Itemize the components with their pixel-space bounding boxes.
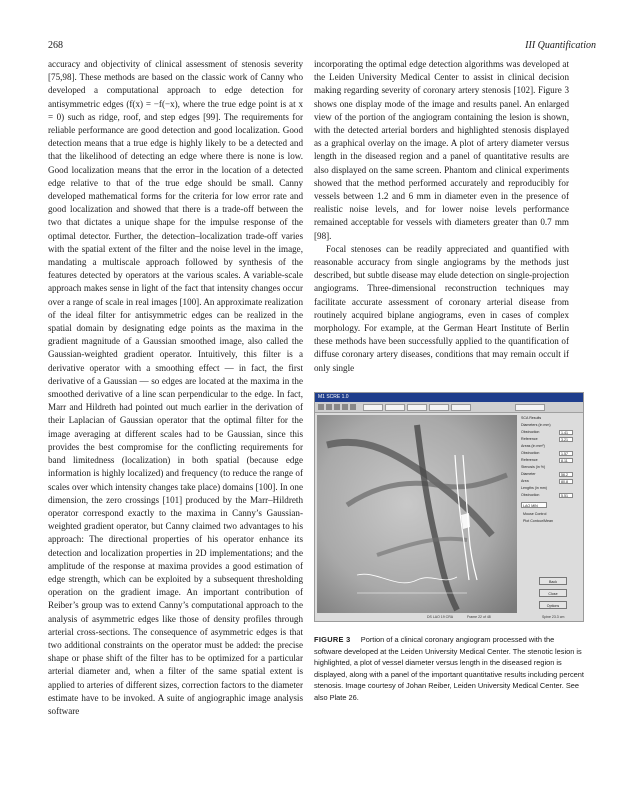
panel-option: Plot Contour/Mean (523, 519, 553, 523)
page-header (48, 40, 596, 54)
left-column (48, 58, 303, 748)
results-panel (519, 415, 581, 613)
result-row: Areas (in mm²) (521, 444, 545, 448)
rewind-icon (318, 404, 324, 410)
angiogram-image (317, 415, 517, 613)
status-frame: Frame 22 of 48 (467, 615, 491, 619)
status-view: DS LAO 19 CRA (427, 615, 454, 619)
result-row: Reference 3.21 (519, 436, 581, 443)
results-heading: SCA Results (521, 416, 542, 420)
step-back-icon (326, 404, 332, 410)
panel-option: Mouse Control (523, 512, 547, 516)
figure-3-screenshot (314, 392, 584, 622)
toolbar-field (429, 404, 449, 411)
close-button: Close (539, 589, 567, 597)
result-row: Obstruction 5.51 (519, 492, 581, 499)
result-row: Lengths (in mm) (521, 486, 547, 490)
result-row: Stenosis (in %) (521, 465, 546, 469)
options-button: Options (539, 601, 567, 609)
result-row: Diameters (in mm) (521, 423, 551, 427)
result-row: Area 80.8 (519, 478, 581, 485)
right-column (314, 58, 569, 388)
toolbar-field (451, 404, 471, 411)
body-paragraph: Focal stenoses can be readily appreciated and quantified with reasonable accuracy from single angiograms by the methods just described, but subtle disease may elude detection on single-projection angiograms. Three-dimensional reconstruction techniques may facilitate accurate assessment of coronary arterial disease from routinely acquired biplane angiograms, even in cases of complex morphology. For example, at the German Heart Institute of Berlin these methods have been successfully applied to the quantification of diffuse coronary artery diseases, conditions that may remain occult if only single (314, 243, 569, 373)
figure-caption (314, 634, 584, 704)
page-number: 268 (48, 40, 63, 51)
toolbar-field (363, 404, 383, 411)
view-select: LAO MIN (521, 502, 547, 508)
toolbar-field (407, 404, 427, 411)
figure-toolbar (315, 402, 583, 413)
body-paragraph: accuracy and objectivity of clinical assessment of stenosis severity [75,98]. These methods are based on the classic work of Canny who developed a computational approach to edge detection for antisymmetric edges (f(x) = −f(−x), where the true edge point is at x = 0) such as ridge, roof, and step edges [99]. The requirements for reliable performance are good detection and good localization. Good detection means that a true edge is highly likely to be a detected and that the likelihood of detecting an edge where there is none is low. Good localization means that the error in the location of a detected edge relative to that of the true edge should be small. Canny developed mathematical forms for the criteria for low error rate and good localization and showed that there is a trade-off between the two that dictates a unique shape for the impulse response of the optimal detector. Further, the detection–localization trade-off varies with the spatial extent of the filter and the noise level in the image, mandating a multiscale approach followed by synthesis of the features detected by operators at the various scales. A variable-scale approach makes sense in light of the fact that intensity changes occur over a range of scale in real images [100]. An approximate realization of the ideal filter for antisymmetric edges can be realized in the spatial domain by designating edge points as the maxima in the gradient magnitude of a Gaussian smoothed image, also called the Gaussian-weighted gradient operator. Intuitively, this filter is a derivative operator with a smoothing effect — in fact, the first derivative of a Gaussian — so edges are located at the maxima in the smoothed derivative of a line scan perpendicular to the edge. In fact, Marr and Hildreth had pointed out much earlier in the derivation of their Laplacian of Gaussian operator that the optimal filter for the image averaging at different scales had to be Gaussian, since this provides the best compromise for the conflicting requirements for band limitedness (localization) in both spatial (because edge information is highly localized) and frequency (to reduce the range of scales over which intensity changes take place) domains [100]. In one dimension, the zero crossings [101] produced by the Marr–Hildreth operator correspond exactly to the maxima in Canny’s Gaussian-weighted gradient operator, but Canny claimed two advantages to his approach: The directional properties of his operator enhance its detection and localization properties in 2D implementations; and the amplitude of the response at maxima provides a good estimation of edge strength, which can be exploited by a subsequent thresholding operation on the gradient image. An important contribution of Reiber’s group was to extend Canny’s computational approach to the analysis of asymmetric edges like those of density profiles through arterial cross-sections. The consequence of asymmetric edges is that two additional constraints on the operator must be added: the precise shape or phase shift of the filter has to be optimized for a particular arterial diameter and, when a filter of the same spatial extent is applied to arteries of different sizes, correction factors to the diameter estimate have to be invoked. A suite of angiographic image analysis software (48, 59, 303, 716)
result-row: Obstruction 1.57 (519, 450, 581, 457)
running-title: III Quantification (525, 40, 596, 51)
result-row: Reference 8.11 (519, 457, 581, 464)
stop-icon (334, 404, 340, 410)
toolbar-select (515, 404, 545, 411)
toolbar-field (385, 404, 405, 411)
figure-window-title: M1 SCRE 1.0 (315, 393, 583, 402)
figure-label: FIGURE 3 (314, 635, 351, 644)
status-spine: Spine 23.3 cm (542, 615, 565, 619)
body-paragraph: incorporating the optimal edge detection algorithms was developed at the Leiden University Medical Center to assist in clinical decision making regarding severity of coronary artery stenosis [102]. Figure 3 shows one display mode of the image and results panel. An enlarged view of the portion of the angiogram containing the lesion is shown, with the detected arterial borders and highlighted stenosis displayed as a graphical overlay on the image. A plot of artery diameter versus length in the diseased region and a panel of quantitative results are also displayed on the same screen. Phantom and clinical experiments showed that the method performed accurately and reproducibly for vessels between 1.2 and 6 mm in diameter even in the presence of realistic noise levels, and for lower noise levels performance remained acceptable for vessels with diameters greater than 0.7 mm [98]. (314, 59, 569, 241)
caption-text: Portion of a clinical coronary angiogram processed with the software developed at the Leiden University Medical Center. The stenotic lesion is highlighted, a plot of vessel diameter versus length in the diseased region is displayed, along with a panel of the important quantitative results including percent stenosis. Image courtesy of Johan Reiber, Leiden University Medical Center. See also Plate 26. (314, 635, 584, 702)
play-icon (342, 404, 348, 410)
back-button: Back (539, 577, 567, 585)
figure-status-bar (317, 614, 581, 620)
step-forward-icon (350, 404, 356, 410)
result-row: Obstruction 1.41 (519, 429, 581, 436)
result-row: Diameter 56.2 (519, 471, 581, 478)
